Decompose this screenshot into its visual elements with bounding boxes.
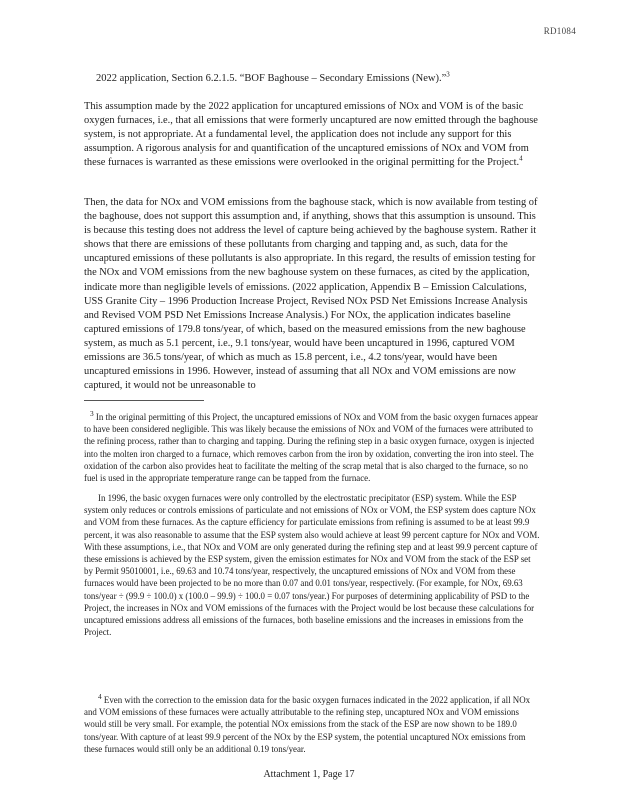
section-heading xyxy=(96,72,536,86)
section-heading-text: 2022 application, Section 6.2.1.5. “BOF Baghouse – Secondary Emissions (New).” xyxy=(96,73,447,84)
footnote-4 xyxy=(84,691,540,755)
paragraph-text: Then, the data for NOx and VOM emissions from the baghouse stack, which is now available from testing of the baghouse, does not support this assumption and, if anything, shows that this assumption is unsound. This is because this testing does not address the level of capture being achieved by the baghouse system. Rather it shows that there are emissions of these pollutants from charging and tapping and, as such, data for the uncaptured emissions of these pollutants is also appropriate. In this regard, the results of emission testing for the NOx and VOM emissions from the new baghouse system on these furnaces, as cited by the application, indicate more than negligible levels of emissions. (2022 application, Appendix B – Emission Calculations, USS Granite City – 1996 Production Increase Project, Revised NOx PSD Net Emissions Increase Analysis and Revised VOM PSD Net Emissions Increase Analysis.) For NOx, the application indicates baseline captured emissions of 179.8 tons/year, of which, based on the measured emissions from the new baghouse system, as much as 5.1 percent, i.e., 9.1 tons/year, would have been uncaptured in 1996, captured VOM emissions are 36.5 tons/year, of which as much as 15.8 percent, i.e., 4.2 tons/year, would have been uncaptured emissions in 1996. However, instead of assuming that all NOx and VOM emissions are now captured, it would not be unreasonable to xyxy=(84,197,538,392)
document-id: RD1084 xyxy=(543,26,576,36)
footnote-marker: 3 xyxy=(90,409,94,418)
paragraph-assumption xyxy=(84,100,540,170)
footnote-marker: 4 xyxy=(98,692,102,701)
paragraph-emissions-data xyxy=(84,196,540,393)
footnote-text: Even with the correction to the emission data for the basic oxygen furnaces indicated in the 2022 application, if all NOx and VOM emissions of these furnaces were actually attributable to the refining step, uncaptured NOx and VOM emissions would still be very small. For example, the potential NOx emissions from the stack of the ESP are now shown to be 189.0 tons/year. With capture of at least 99.9 percent of the NOx by the ESP system, the potential uncaptured NOx emissions from these furnaces would still only be an additional 0.19 tons/year. xyxy=(84,694,531,754)
footnote-separator xyxy=(84,400,204,401)
footnote-text: In the original permitting of this Project, the uncaptured emissions of NOx and VOM from the basic oxygen furnaces appear to have been considered negligible. This was likely because the emissions of NOx and VOM of the furnaces were attributed to the refining process, rather than to charging and tapping. During the refining step in a basic oxygen furnace, oxygen is injected into the molten iron charged to a furnace, which removes carbon from the iron by oxidation, converting the iron into steel. The oxidation of the carbon also provides heat to facilitate the melting of the scrap metal that is also charged to the furnace, so no fuel is used in the appropriate temperature range can be tapped from the furnace. xyxy=(84,411,538,483)
page-footer: Attachment 1, Page 17 xyxy=(263,769,355,780)
paragraph-text: This assumption made by the 2022 application for uncaptured emissions of NOx and VOM is of the basic oxygen furnaces, i.e., that all emissions that were formerly uncaptured are now emitted through the baghouse system, is not appropriate. At a fundamental level, the application does not include any support for this assumption. A rigorous analysis for and quantification of the uncaptured emissions of NOx and VOM from these furnaces is warranted as these emissions were overlooked in the original permitting for the Project. xyxy=(84,101,538,169)
footnote-ref-4[interactable]: 4 xyxy=(519,154,523,163)
footnote-3 xyxy=(84,408,540,484)
footnote-ref-3[interactable]: 3 xyxy=(446,70,450,79)
footnote-text: In 1996, the basic oxygen furnaces were only controlled by the electrostatic precipitator (ESP) system. While the ESP system only reduces or controls emissions of particulate and not emissions of NOx or VOM, the ESP system does capture NOx and VOM from these furnaces. As the capture efficiency for particulate emissions from refining is assumed to be at least 99.9 percent, it was also reasonable to assume that the ESP system also would achieve at least 99 percent capture for NOx and VOM. With these assumptions, i.e., that NOx and VOM are only generated during the refining step and at least 99.9 percent capture of these emissions is achieved by the ESP system, given the emission estimates for NOx and VOM from the stack of the ESP set by Permit 95010001, i.e., 69.63 and 10.74 tons/year, respectively, the uncaptured emissions of NOx and VOM from these furnaces would have been projected to be no more than 0.07 and 0.01 tons/year, respectively. (For example, for NOx, 69.63 tons/year ÷ (99.9 ÷ 100.0) x (100.0 – 99.9) ÷ 100.0 = 0.07 tons/year.) For purposes of determining applicability of PSD to the Project, the increases in NOx and VOM emissions of the furnaces with the Project would be lost because these calculations for uncaptured emissions address all emissions of the furnaces, both baseline emissions and the increases in emissions from the Project. xyxy=(84,493,540,638)
footnote-3-continued xyxy=(84,492,540,638)
